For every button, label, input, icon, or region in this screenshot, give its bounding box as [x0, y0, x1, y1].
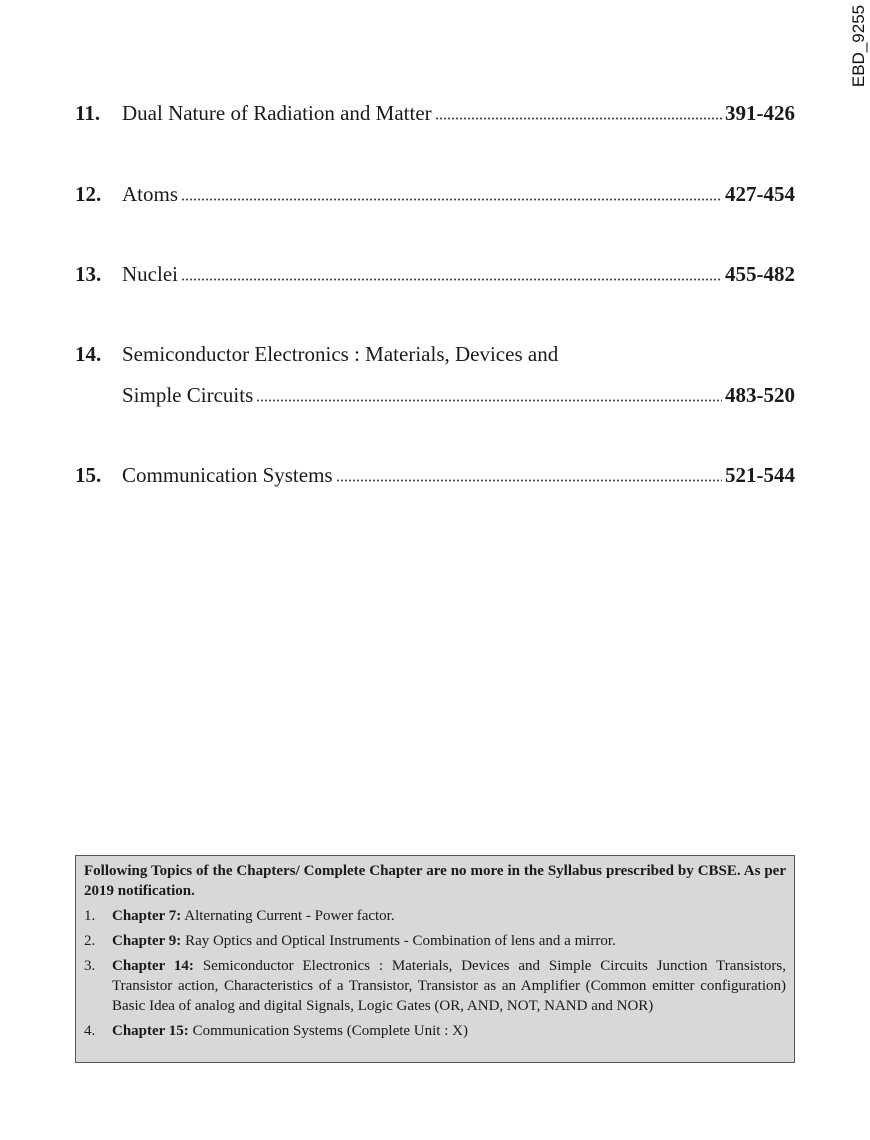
notice-item-chapter: Chapter 7: — [112, 908, 182, 924]
notice-item-text: Communication Systems (Complete Unit : X) — [192, 1023, 468, 1039]
document-code — [845, 0, 870, 92]
notice-item — [84, 931, 786, 951]
toc-number: 14. — [75, 342, 102, 366]
toc-page-range: 455-482 — [725, 262, 795, 286]
notice-item — [84, 906, 786, 926]
toc-entry-14-continuation[interactable] — [75, 380, 795, 410]
toc-leader-dots — [435, 117, 722, 120]
notice-item-text: Semiconductor Electronics : Materials, Devices and Simple Circuits Junction Transistors, Transistor action, Characteristics of a Transistor, Transistor as an Amplifier (Common emitter configuration) Basic Idea of analog and digital Signals, Logic Gates (OR, AND, NOT, NAND and NOR) — [112, 958, 786, 1014]
notice-heading: Following Topics of the Chapters/ Complete Chapter are no more in the Syllabus prescribed by CBSE. As per 2019 notification. — [84, 863, 786, 899]
toc-entry-12[interactable] — [75, 179, 795, 209]
notice-item-text: Ray Optics and Optical Instruments - Combination of lens and a mirror. — [185, 933, 616, 949]
toc-title: Nuclei — [122, 262, 178, 286]
syllabus-notice-box — [75, 855, 795, 1063]
toc-entry-11[interactable] — [75, 98, 795, 128]
toc-number: 15. — [75, 463, 102, 487]
notice-item-number: 4. — [84, 1023, 96, 1039]
notice-item — [84, 956, 786, 1016]
notice-item-number: 2. — [84, 933, 96, 949]
toc-page-range: 483-520 — [725, 383, 795, 407]
toc-leader-dots — [336, 479, 722, 482]
toc-leader-dots — [181, 198, 722, 201]
toc-leader-dots — [181, 278, 722, 281]
toc-entry-14[interactable] — [75, 339, 795, 369]
document-code-text: EBD_9255 — [849, 4, 868, 88]
notice-item-chapter: Chapter 9: — [112, 933, 182, 949]
toc-leader-dots — [256, 399, 722, 402]
toc-page-range: 427-454 — [725, 182, 795, 206]
notice-item-number: 1. — [84, 908, 96, 924]
notice-item-chapter: Chapter 15: — [112, 1023, 189, 1039]
toc-entry-15[interactable] — [75, 460, 795, 490]
toc-number: 13. — [75, 262, 102, 286]
toc-title-line-1: Semiconductor Electronics : Materials, Devices and — [122, 342, 559, 366]
notice-item — [84, 1021, 786, 1041]
toc-title-line-2: Simple Circuits — [122, 383, 254, 407]
notice-item-text: Alternating Current - Power factor. — [184, 908, 395, 924]
toc-number: 11. — [75, 101, 101, 125]
toc-number: 12. — [75, 182, 102, 206]
toc-page-range: 521-544 — [725, 463, 795, 487]
toc-title: Atoms — [122, 182, 179, 206]
toc-entry-13[interactable] — [75, 259, 795, 289]
toc-title: Dual Nature of Radiation and Matter — [122, 101, 432, 125]
notice-item-chapter: Chapter 14: — [112, 958, 194, 974]
toc-page-range: 391-426 — [725, 101, 795, 125]
toc-title: Communication Systems — [122, 463, 333, 487]
notice-item-number: 3. — [84, 958, 96, 974]
